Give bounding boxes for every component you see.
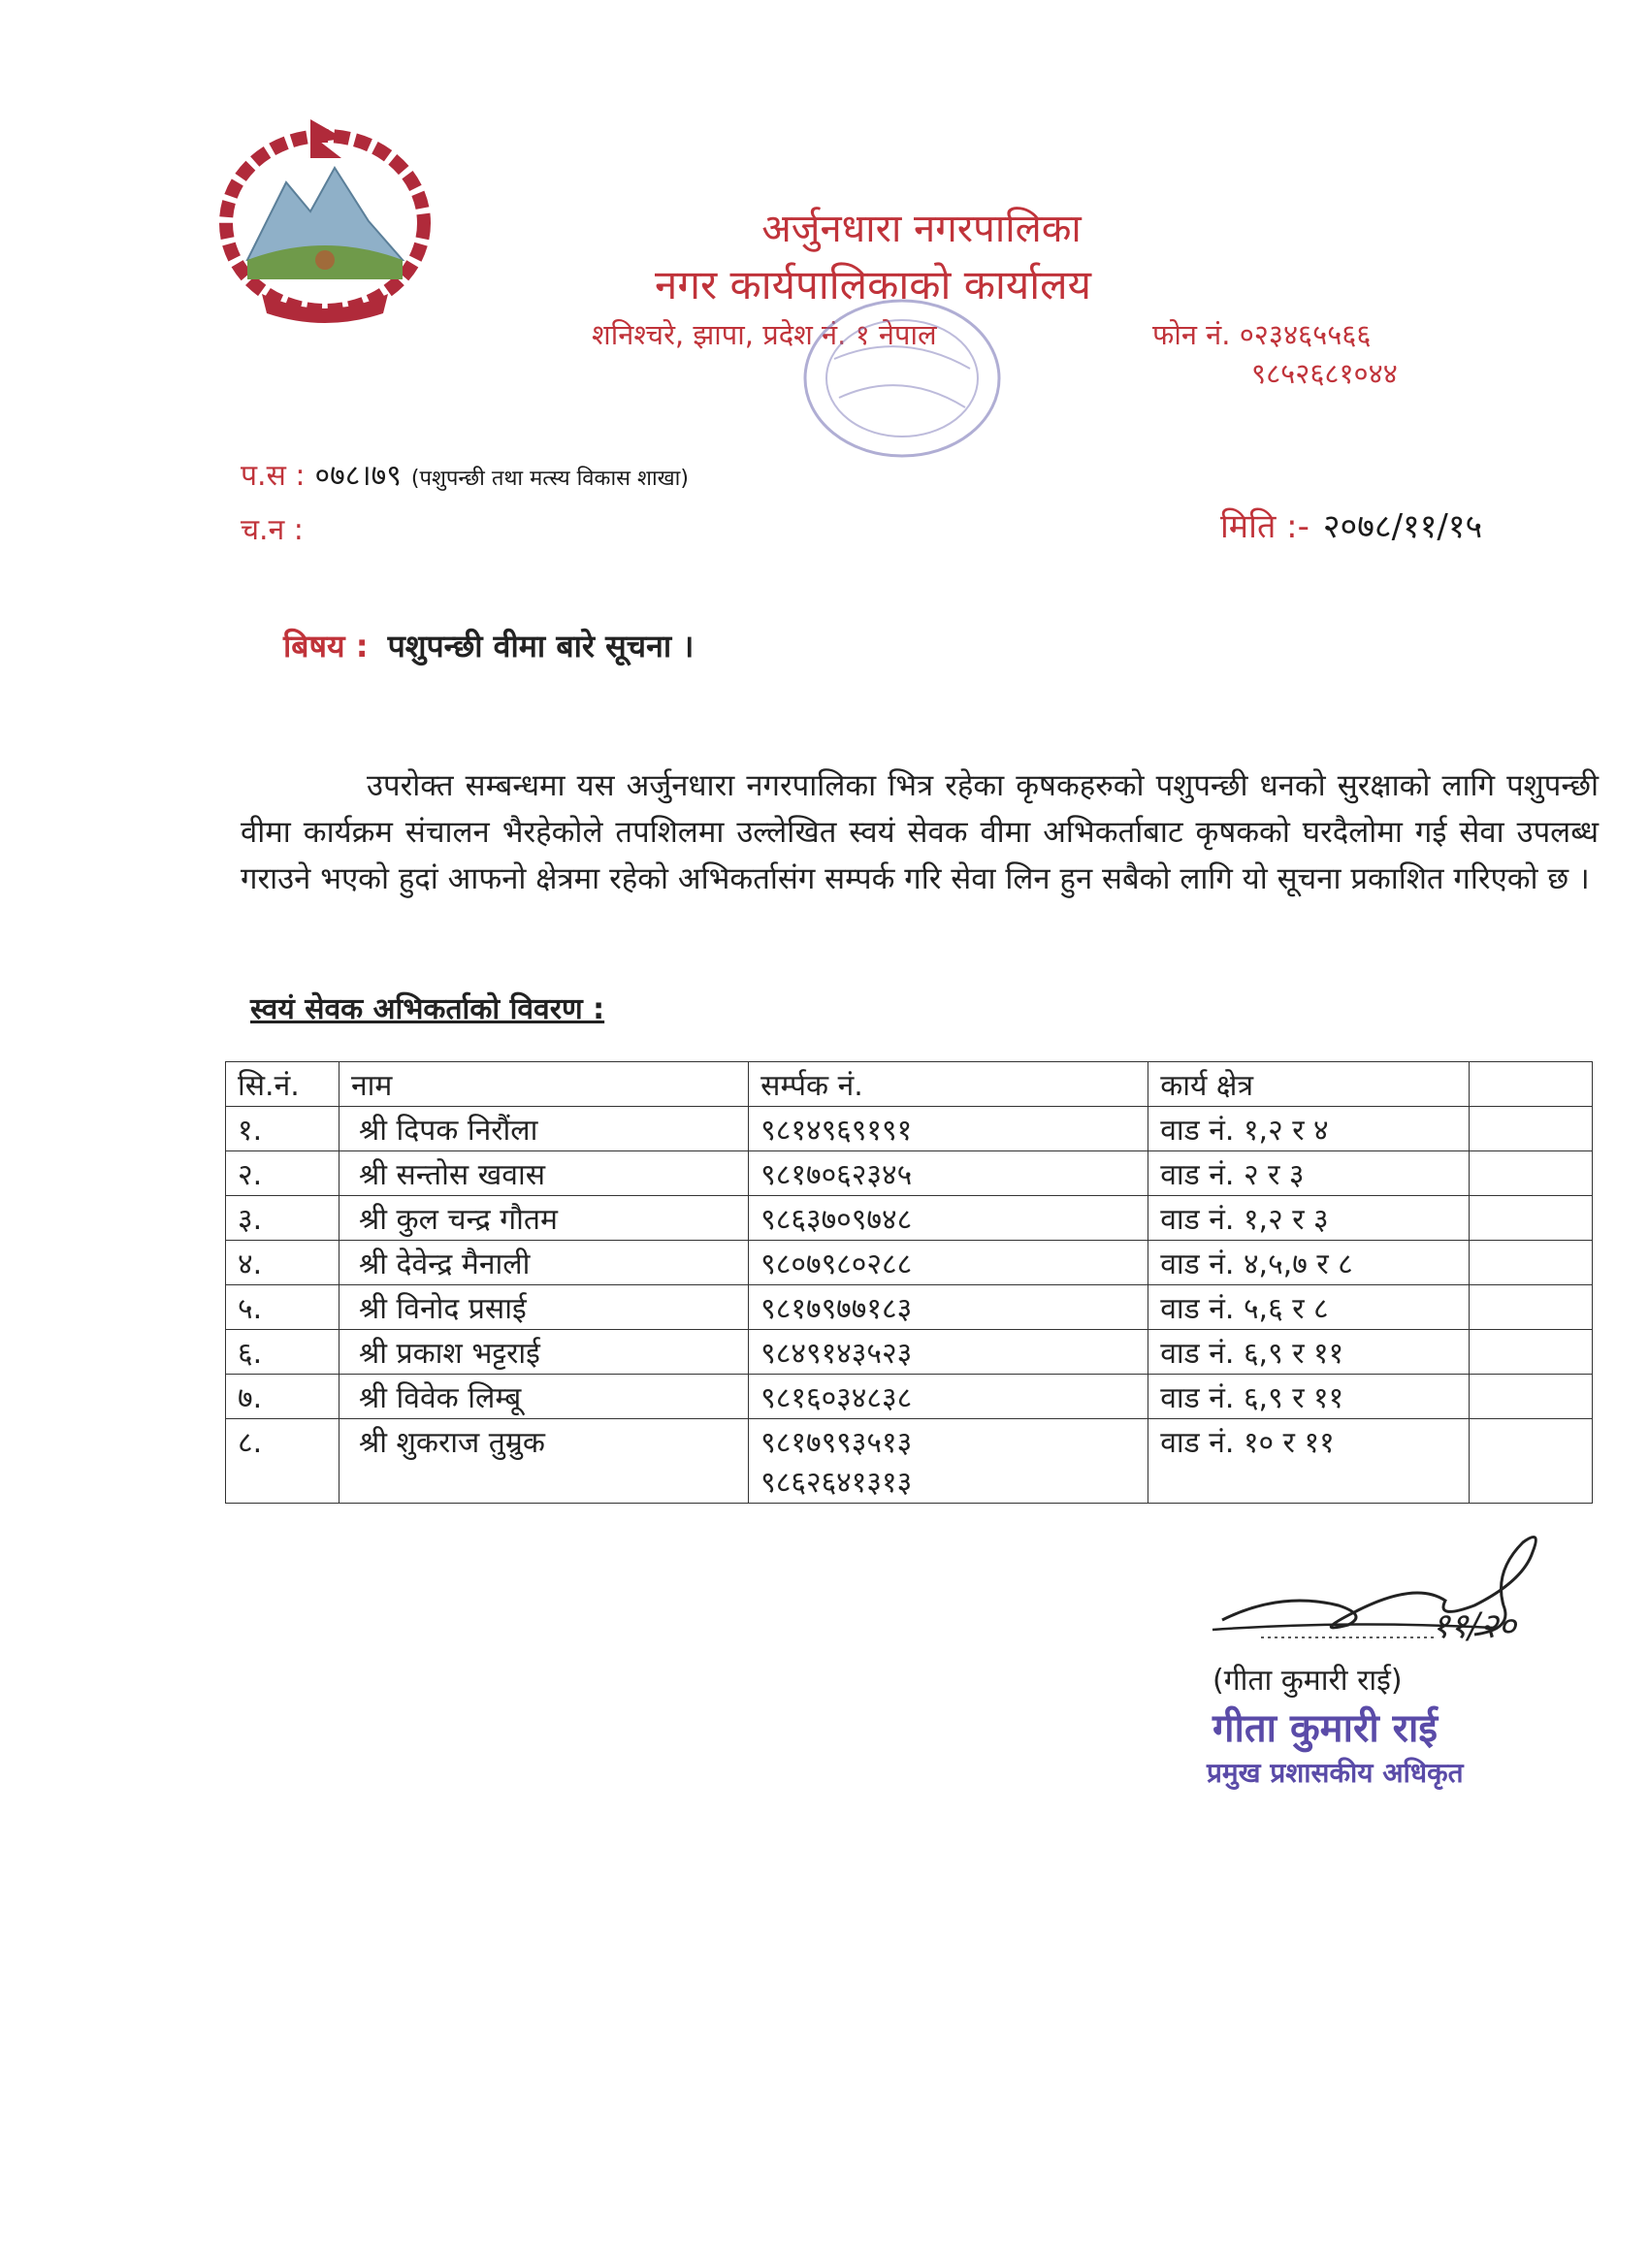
contact-phone: ९८१७९७७१८३ bbox=[760, 1292, 913, 1326]
contact-phone: ९८१७०६२३४५ bbox=[760, 1158, 913, 1192]
contact-phone: ९८४९१४३५२३ bbox=[760, 1337, 913, 1371]
cell-extra bbox=[1469, 1196, 1592, 1241]
office-phone-2: ९८५२६८१०४४ bbox=[1251, 357, 1398, 390]
cell-name: श्री शुकराज तुम्रुक bbox=[339, 1419, 748, 1504]
body-paragraph: उपरोक्त सम्बन्धमा यस अर्जुनधारा नगरपालिका भित्र रहेका कृषकहरुको पशुपन्छी धनको सुरक्षाको लागि पशुपन्छी वीमा कार्यक्रम संचालन भैरहेकोले तपशिलमा उल्लेखित स्वयं सेवक वीमा अभिकर्ताबाट कृषकको घरदैलोमा गई सेवा उपलब्ध गराउने भएको हुदां आफनो क्षेत्रमा रहेको अभिकर्तासंग सम्पर्क गरि सेवा लिन हुन सबैको लागि यो सूचना प्रकाशित गरिएको छ । bbox=[241, 768, 1599, 896]
cell-work-area: वाड नं. २ र ३ bbox=[1148, 1151, 1470, 1196]
contact-phone: ९८६३७०९७४८ bbox=[760, 1203, 913, 1237]
reference-line bbox=[241, 454, 689, 494]
contact-phone: ९८१४९६९१९१ bbox=[760, 1114, 913, 1148]
date-line bbox=[1220, 502, 1482, 547]
cell-name: श्री सन्तोस खवास bbox=[339, 1151, 748, 1196]
cell-extra bbox=[1469, 1241, 1592, 1285]
header-contact: सर्म्पक नं. bbox=[749, 1062, 1148, 1107]
table-row bbox=[226, 1419, 1593, 1504]
subject-text: पशुपन्छी वीमा बारे सूचना । bbox=[387, 628, 695, 664]
cell-extra bbox=[1469, 1419, 1592, 1504]
signatory-title-stamp: प्रमुख प्रशासकीय अधिकृत bbox=[1207, 1757, 1464, 1789]
cell-name: श्री कुल चन्द्र गौतम bbox=[339, 1196, 748, 1241]
header-serial: सि.नं. bbox=[226, 1062, 340, 1107]
cell-contact bbox=[749, 1107, 1148, 1151]
dispatch-label: च.न : bbox=[241, 513, 304, 547]
cell-contact bbox=[749, 1330, 1148, 1375]
header-work-area: कार्य क्षेत्र bbox=[1148, 1062, 1470, 1107]
signatory-name-stamp: गीता कुमारी राई bbox=[1212, 1706, 1438, 1751]
cell-contact bbox=[749, 1375, 1148, 1419]
cell-serial: ७. bbox=[226, 1375, 340, 1419]
office-name: अर्जुनधारा नगरपालिका bbox=[761, 207, 1082, 251]
agents-table bbox=[225, 1061, 1593, 1504]
cell-serial: ४. bbox=[226, 1241, 340, 1285]
cell-serial: २. bbox=[226, 1151, 340, 1196]
signatory-name: (गीता कुमारी राई) bbox=[1212, 1664, 1403, 1698]
contact-phone-2: ९८६२६४१३१३ bbox=[760, 1466, 913, 1500]
table-row bbox=[226, 1151, 1593, 1196]
subject-line bbox=[283, 625, 694, 666]
cell-extra bbox=[1469, 1330, 1592, 1375]
cell-work-area: वाड नं. ४,५,७ र ८ bbox=[1148, 1241, 1470, 1285]
date-label: मिति :- bbox=[1220, 507, 1310, 546]
cell-serial: १. bbox=[226, 1107, 340, 1151]
contact-phone: ९८१६०३४८३८ bbox=[760, 1381, 913, 1415]
office-subtitle: नगर कार्यपालिकाको कार्यालय bbox=[655, 261, 1091, 308]
cell-work-area: वाड नं. ६,९ र ११ bbox=[1148, 1330, 1470, 1375]
cell-work-area: वाड नं. १,२ र ३ bbox=[1148, 1196, 1470, 1241]
cell-contact bbox=[749, 1196, 1148, 1241]
cell-work-area: वाड नं. १,२ र ४ bbox=[1148, 1107, 1470, 1151]
cell-contact bbox=[749, 1241, 1148, 1285]
header-name: नाम bbox=[339, 1062, 748, 1107]
cell-serial: ५. bbox=[226, 1285, 340, 1330]
cell-name: श्री देवेन्द्र मैनाली bbox=[339, 1241, 748, 1285]
office-address: शनिश्चरे, झापा, प्रदेश नं. १ नेपाल bbox=[592, 318, 937, 351]
cell-serial: ३. bbox=[226, 1196, 340, 1241]
contact-phone: ९८०७९८०२८८ bbox=[760, 1247, 913, 1281]
cell-work-area: वाड नं. १० र ११ bbox=[1148, 1419, 1470, 1504]
signature-date: ११/२० bbox=[1432, 1606, 1517, 1646]
office-stamp-icon bbox=[795, 291, 1009, 466]
contact-phone: ९८१७९९३५१३ bbox=[760, 1426, 913, 1460]
cell-name: श्री विवेक लिम्बू bbox=[339, 1375, 748, 1419]
cell-serial: ६. bbox=[226, 1330, 340, 1375]
table-header-row bbox=[226, 1062, 1593, 1107]
header-extra bbox=[1469, 1062, 1592, 1107]
cell-name: श्री विनोद प्रसाई bbox=[339, 1285, 748, 1330]
cell-extra bbox=[1469, 1285, 1592, 1330]
nepal-emblem-icon bbox=[204, 114, 446, 328]
table-row bbox=[226, 1107, 1593, 1151]
cell-extra bbox=[1469, 1375, 1592, 1419]
table-row bbox=[226, 1241, 1593, 1285]
cell-contact bbox=[749, 1285, 1148, 1330]
cell-work-area: वाड नं. ५,६ र ८ bbox=[1148, 1285, 1470, 1330]
agents-list-heading: स्वयं सेवक अभिकर्ताको विवरण : bbox=[250, 992, 605, 1026]
table-row bbox=[226, 1285, 1593, 1330]
table-row bbox=[226, 1375, 1593, 1419]
cell-name: श्री दिपक निरौंला bbox=[339, 1107, 748, 1151]
cell-serial: ८. bbox=[226, 1419, 340, 1504]
subject-label: बिषय : bbox=[283, 628, 369, 664]
table-row bbox=[226, 1196, 1593, 1241]
ref-label: प.स : bbox=[241, 459, 306, 493]
cell-work-area: वाड नं. ६,९ र ११ bbox=[1148, 1375, 1470, 1419]
office-phone: फोन नं. ०२३४६५५६६ bbox=[1152, 318, 1372, 351]
cell-contact bbox=[749, 1151, 1148, 1196]
ref-branch: (पशुपन्छी तथा मत्स्य विकास शाखा) bbox=[410, 467, 689, 491]
date-value: २०७८/११/१५ bbox=[1322, 507, 1483, 546]
table-row bbox=[226, 1330, 1593, 1375]
cell-extra bbox=[1469, 1107, 1592, 1151]
cell-extra bbox=[1469, 1151, 1592, 1196]
ref-number: ०७८।७९ bbox=[314, 459, 402, 493]
cell-contact bbox=[749, 1419, 1148, 1504]
cell-name: श्री प्रकाश भट्टराई bbox=[339, 1330, 748, 1375]
